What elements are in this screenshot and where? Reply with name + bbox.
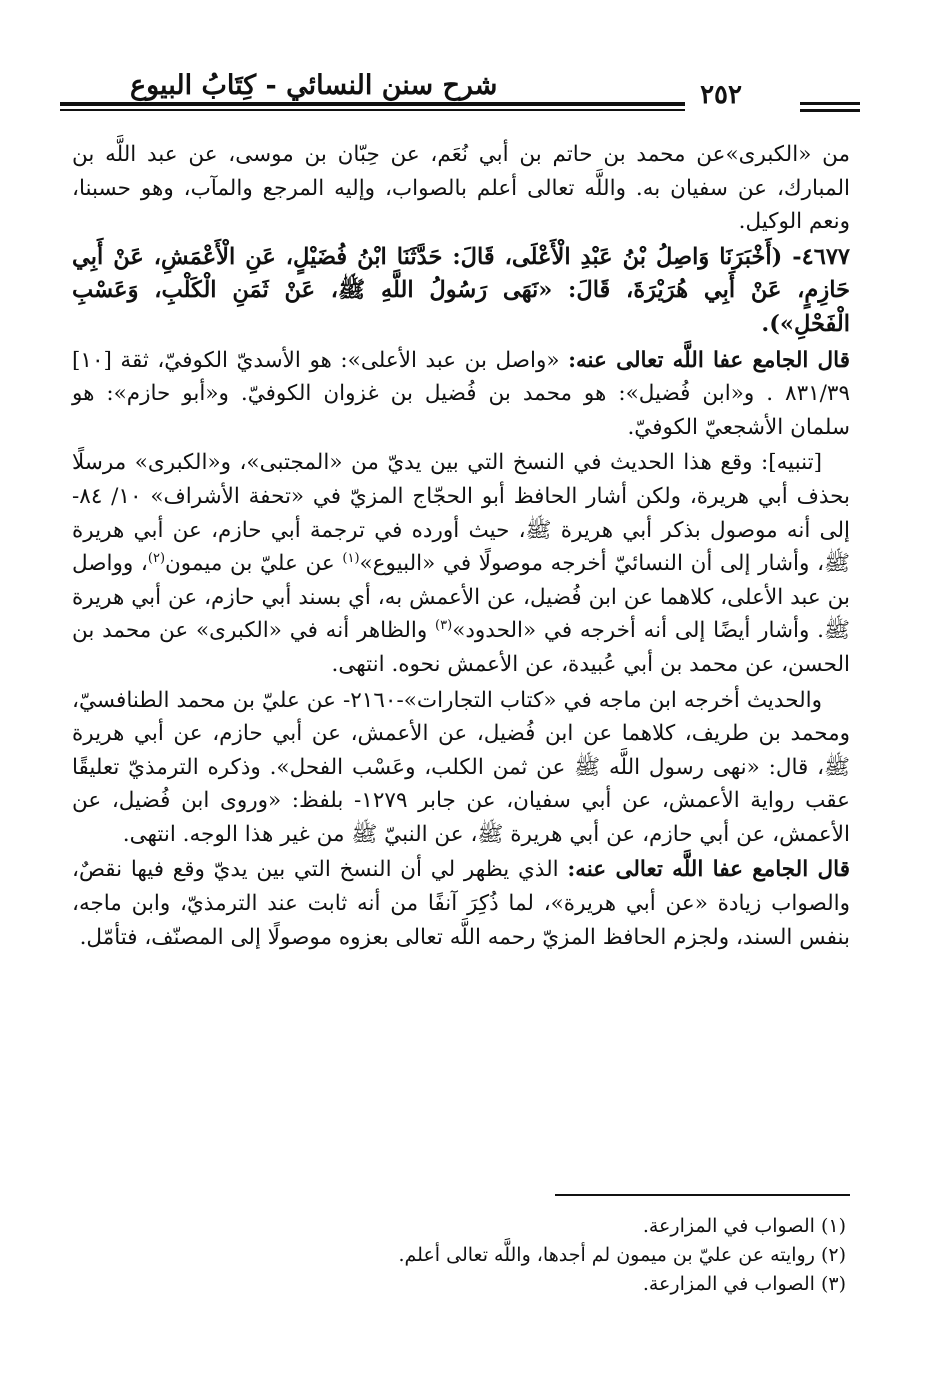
footnote-ref-1[interactable]: (١) bbox=[342, 550, 360, 566]
note-text-a: [تنبيه]: وقع هذا الحديث في النسخ التي بين يديّ من «المجتبى»، و«الكبرى» مرسلًا بحذف أبي هريرة، ولكن أشار الحافظ أبو الحجّاج المزيّ في «تحفة الأشراف» ١٠/ ٨٤- إلى أنه موصول بذكر أبي هريرة ﷺ، حيث أورده في ترجمة أبي حازم، عن أبي هريرة ﷺ، وأشار إلى أن النسائيّ أخرجه موصولًا في «البيوع» bbox=[72, 450, 850, 577]
note-text-c: ، وواصل بن عبد الأعلى، كلاهما عن ابن فُضيل، عن الأعمش به، أي بسند أبي حازم، عن أبي هريرة ﷺ. وأشار أيضًا إلى أنه أخرجه في «الحدود» bbox=[72, 551, 850, 644]
paragraph-takhrij: والحديث أخرجه ابن ماجه في «كتاب التجارات»-٢١٦٠- عن عليّ بن محمد الطنافسيّ، ومحمد بن طريف، كلاهما عن ابن فُضيل، عن الأعمش، عن أبي حازم، عن أبي هريرة ﷺ، قال: «نهى رسول اللَّه ﷺ عن ثمن الكلب، وعَسْب الفحل». وذكره الترمذيّ تعليقًا عقب رواية الأعمش، عن أبي سفيان، عن جابر ١٢٧٩- بلفظ: «وروى ابن فُضيل، عن الأعمش، عن أبي حازم، عن أبي هريرة ﷺ، عن النبيّ ﷺ من غير هذا الوجه. انتهى. bbox=[72, 687, 850, 847]
note-text-d: والظاهر أنه في «الكبرى» عن محمد بن الحسن، عن محمد بن أبي عُبيدة، عن الأعمش نحوه. انتهى. bbox=[72, 618, 850, 677]
footnote-1: (١) الصواب في المزارعة. bbox=[642, 1215, 846, 1237]
header-rule-right-top bbox=[800, 102, 860, 105]
header-rule bbox=[60, 102, 860, 114]
page-header bbox=[60, 62, 860, 122]
paragraph-continuation: من «الكبرى»عن محمد بن حاتم بن أبي نُعَم، عن حِبّان بن موسى، عن عبد اللَّه بن المبارك، عن سفيان به. واللَّه تعالى أعلم بالصواب، وإليه المرجع والمآب، وهو حسبنا، ونعم الوكيل. bbox=[72, 142, 850, 235]
hadith-text: ٤٦٧٧- (أَخْبَرَنَا وَاصِلُ بْنُ عَبْدِ الْأَعْلَى، قَالَ: حَدَّثَنَا ابْنُ فُضَيْلٍ، عَنِ الْأَعْمَشِ، عَنْ أَبِي حَازِمٍ، عَنْ أَبِي هُرَيْرَةَ، قَالَ: «نَهَى رَسُولُ اللَّهِ ﷺ، عَنْ ثَمَنِ الْكَلْبِ، وَعَسْبِ الْفَحْلِ»). bbox=[72, 243, 850, 337]
footnote-ref-3[interactable]: (٣) bbox=[435, 618, 453, 634]
header-rule-thick bbox=[60, 102, 685, 106]
conclusion-text: الذي يظهر لي أن النسخ التي بين يديّ وقع فيها نقصٌ، والصواب زيادة «عن أبي هريرة»، لما ذُكِرَ آنفًا من أنه ثابت عند الترمذيّ، وابن ماجه، بنفس السند، ولجزم الحافظ المزيّ رحمه اللَّه تعالى بعزوه موصولًا إلى المصنّف، فتأمّل. bbox=[72, 857, 850, 950]
footnote-separator bbox=[555, 1194, 850, 1196]
header-rule-thin bbox=[60, 109, 685, 111]
running-title: شرح سنن النسائي - كِتَابُ البيوع bbox=[130, 70, 498, 101]
page-number: ٢٥٢ bbox=[700, 80, 742, 110]
commentary-text: «واصل بن عبد الأعلى»: هو الأسديّ الكوفيّ، ثقة [١٠] ٨٣١/٣٩ . و«ابن فُضيل»: هو محمد بن فُضيل بن غزوان الكوفيّ. و«أبو حازم»: هو سلمان الأشجعيّ الكوفيّ. bbox=[72, 347, 850, 440]
header-rule-right-bottom bbox=[800, 109, 860, 112]
paragraph-note bbox=[72, 446, 850, 681]
conclusion-lead: قال الجامع عفا اللَّه تعالى عنه: bbox=[567, 857, 850, 883]
commentary-lead: قال الجامع عفا اللَّه تعالى عنه: bbox=[568, 347, 850, 373]
note-text-b: عن عليّ بن ميمون bbox=[165, 551, 343, 577]
footnote-3: (٣) الصواب في المزارعة. bbox=[642, 1273, 846, 1295]
footnote-ref-2[interactable]: (٢) bbox=[147, 550, 166, 566]
main-text bbox=[72, 138, 850, 954]
paragraph-commentary bbox=[72, 344, 850, 445]
footnotes bbox=[72, 1212, 848, 1299]
paragraph-conclusion bbox=[72, 853, 850, 954]
footnote-2: (٢) روايته عن عليّ بن ميمون لم أجدها، واللَّه تعالى أعلم. bbox=[398, 1244, 846, 1266]
